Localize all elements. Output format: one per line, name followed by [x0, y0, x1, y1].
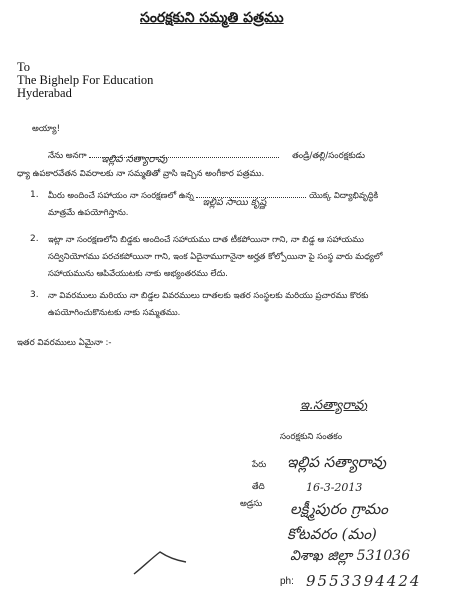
salutation: అయ్యా!: [32, 124, 61, 134]
to-label: To: [17, 60, 31, 74]
item-1-prefix: మీరు అందించే సహాయం నా సంరక్షణలో ఉన్న: [48, 190, 194, 200]
address-line-1-handwritten: లక్ష్మీపురం గ్రామం: [290, 500, 388, 518]
intro-name-fill-line: [89, 154, 279, 165]
item-1-suffix: యొక్క విద్యాభివృద్ధికి: [309, 190, 379, 200]
item-2-line-1: ఇట్లా నా సంరక్షణలోని బిడ్డకు అందించే సహాయము దాత టీకపోయినా గాని, నా బిడ్డ ఆ సహాయము: [48, 234, 364, 244]
item-2-line-2: సద్వినియోగము పరచకపోయినా గాని, ఇంక ఏదైనాముగానైనా అర్హత కోల్పోయినా పై సంస్థ వారు మధ్యలో: [48, 251, 383, 261]
other-details-label: ఇతర వివరములు ఏమైనా :-: [17, 338, 112, 348]
intro-prefix: నేను అనగా: [48, 151, 87, 161]
recipient-city: Hyderabad: [17, 86, 72, 100]
phone-value-handwritten: 9553394424: [306, 572, 422, 590]
item-2-number: 2.: [30, 234, 39, 244]
item-1-fill-line: [196, 197, 306, 208]
signature-caption: సంరక్షకుని సంతకం: [280, 432, 343, 442]
item-1-line-1: [48, 187, 379, 208]
page-title: సంరక్షకుని సమ్మతి పత్రము: [140, 10, 284, 26]
item-2-line-3: సహాయమును ఆపివేయుటకు నాకు అభ్యంతరము లేదు.: [48, 268, 228, 278]
item-1-child-name-handwritten: ఇల్లిప సాయి కృష్ణ: [202, 197, 267, 208]
item-3-number: 3.: [30, 290, 39, 300]
recipient-org: The Bighelp For Education: [17, 73, 154, 87]
date-value-handwritten: 16-3-2013: [306, 481, 363, 494]
item-1-number: 1.: [30, 190, 39, 200]
address-label: అడ్రసు: [240, 499, 263, 509]
date-label: తేది: [252, 482, 265, 492]
address-line-3-handwritten: విశాఖ జిల్లా 531036: [290, 548, 411, 564]
pen-stroke-mark: [130, 540, 190, 580]
intro-line: [48, 151, 365, 163]
name-value-handwritten: ఇల్లిప సత్యారావు: [287, 453, 387, 471]
guardian-signature-handwritten: ఇ.సత్యారావు: [300, 398, 368, 413]
intro-name-handwritten: ఇల్లిప సత్యారావు: [101, 154, 168, 165]
intro-line-2: ధ్యా ఉపకారవేతన వివరాలకు నా సమ్మతితో వ్రాసి ఇచ్చిన అంగీకార పత్రము.: [17, 169, 265, 179]
address-line-2-handwritten: కోటవరం (మం): [287, 525, 377, 543]
phone-label: ph:: [280, 576, 294, 587]
item-1-line-2: మాత్రమే ఉపయోగిస్తాను.: [48, 207, 129, 217]
item-3-line-2: ఉపయోగించుకొనుటకు నాకు సమ్మతము.: [48, 307, 181, 317]
intro-suffix: తండ్రి/తల్లి/సంరక్షకుడు: [292, 151, 366, 161]
item-3-line-1: నా వివరములు మరియు నా బిడ్డల వివరములు దాతలకు ఇతర సంస్థలకు మరియు ప్రచారము కొరకు: [48, 290, 369, 300]
name-label: పేరు: [252, 460, 267, 470]
